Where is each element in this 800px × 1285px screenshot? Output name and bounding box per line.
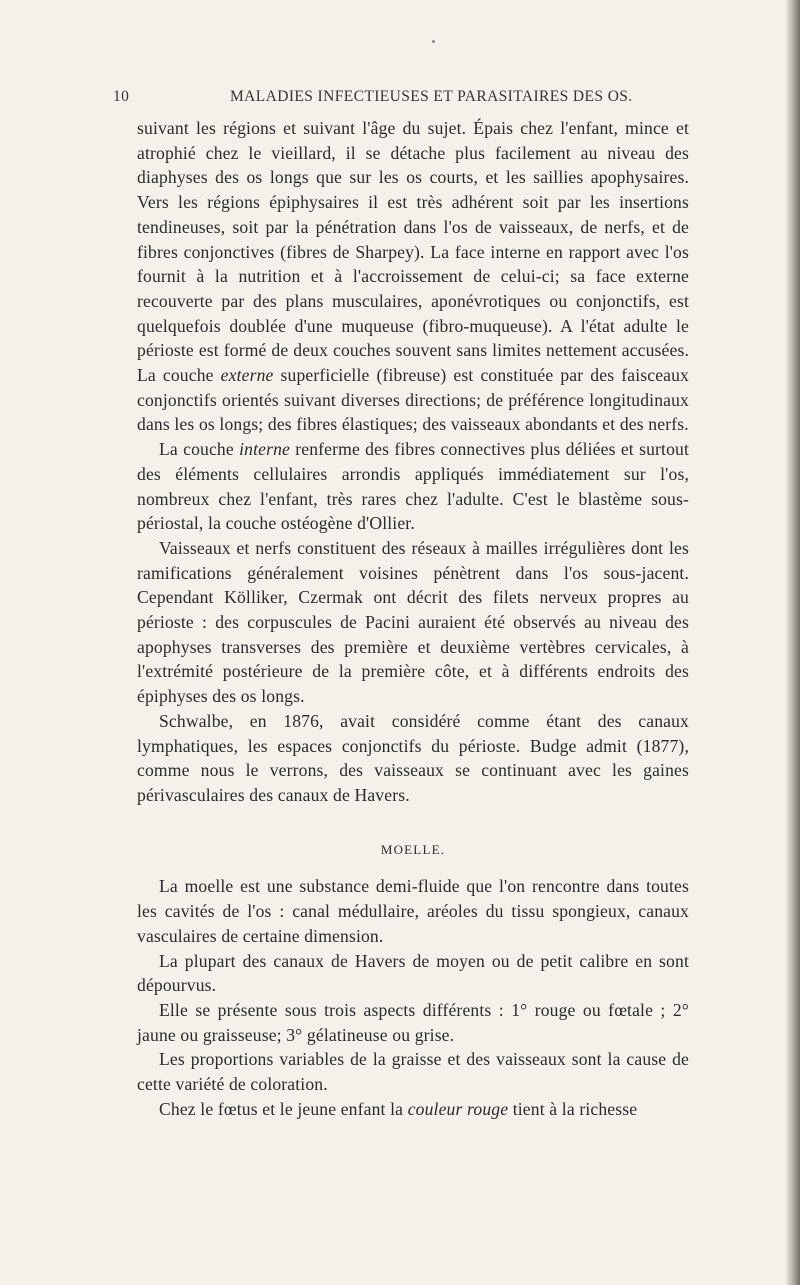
paragraph: La plupart des canaux de Havers de moyen ou de petit calibre en sont dépourvus. <box>137 950 689 996</box>
paragraph: Elle se présente sous trois aspects différents : 1° rouge ou fœtale ; 2° jaune ou graisseuse; 3° gélatineuse ou grise. <box>137 999 689 1045</box>
paragraph: Chez le fœtus et le jeune enfant la couleur rouge tient à la richesse <box>159 1098 638 1119</box>
emphasis: couleur rouge <box>407 1098 509 1119</box>
emphasis: externe <box>220 365 274 386</box>
section-heading: MOELLE. <box>380 841 446 857</box>
paragraph: La couche interne renferme des fibres connectives plus déliées et surtout des éléments cellulaires arrondis appliqués immédiatement sur l'os, nombreux chez l'enfant, très rares chez l'adulte. C'est le blastème sous-périostal, la couche ostéogène d'Ollier. <box>137 439 690 534</box>
running-title: MALADIES INFECTIEUSES ET PARASITAIRES DES OS. <box>230 88 633 105</box>
emphasis: interne <box>239 439 290 460</box>
page-speck <box>432 40 435 43</box>
paragraph: La moelle est une substance demi-fluide que l'on rencontre dans toutes les cavités de l'os : canal médullaire, aréoles du tissu spongieux, canaux vasculaires de certaine dimension. <box>137 876 689 946</box>
page-binding-edge <box>786 0 800 1285</box>
paragraph: suivant les régions et suivant l'âge du sujet. Épais chez l'enfant, mince et atrophié chez le vieillard, il se détache plus facilement au niveau des diaphyses des os longs que sur les os courts, et les saillies apophysaires. Vers les régions épiphysaires il est très adhérent soit par les insertions tendineuses, soit par la pénétration dans l'os de vaisseaux, de nerfs, et de fibres conjonctives (fibres de Sharpey). La face interne en rapport avec l'os fournit à la nutrition et à l'accroissement de celui-ci; sa face externe recouverte par des plans musculaires, aponévrotiques ou conjonctifs, est quelquefois doublée d'une muqueuse (fibro-muqueuse). A l'état adulte le périoste est formé de deux couches souvent sans limites nettement accusées. La couche externe superficielle (fibreuse) est constituée par des faisceaux conjonctifs orientés suivant diverses directions; de préférence longitudinaux dans les os longs; des fibres élastiques; des vaisseaux abondants et des nerfs. <box>137 118 690 435</box>
paragraph: Schwalbe, en 1876, avait considéré comme étant des canaux lymphatiques, les espaces conjonctifs du périoste. Budge admit (1877), comme nous le verrons, des vaisseaux se continuant avec les gaines périvasculaires des canaux de Havers. <box>137 710 689 805</box>
paragraph: Vaisseaux et nerfs constituent des réseaux à mailles irrégulières dont les ramifications généralement voisines pénètrent dans l'os sous-jacent. Cependant Kölliker, Czermak ont décrit des filets nerveux propres au périoste : des corpuscules de Pacini auraient été observés au niveau des apophyses transverses des première et deuxième vertèbres cervicales, à l'extrémité postérieure de la première côte, et à différents endroits des épiphyses des os longs. <box>137 537 689 707</box>
paragraph: Les proportions variables de la graisse et des vaisseaux sont la cause de cette variété de coloration. <box>137 1049 689 1095</box>
page-number: 10 <box>113 88 130 105</box>
page-body <box>137 116 689 1121</box>
